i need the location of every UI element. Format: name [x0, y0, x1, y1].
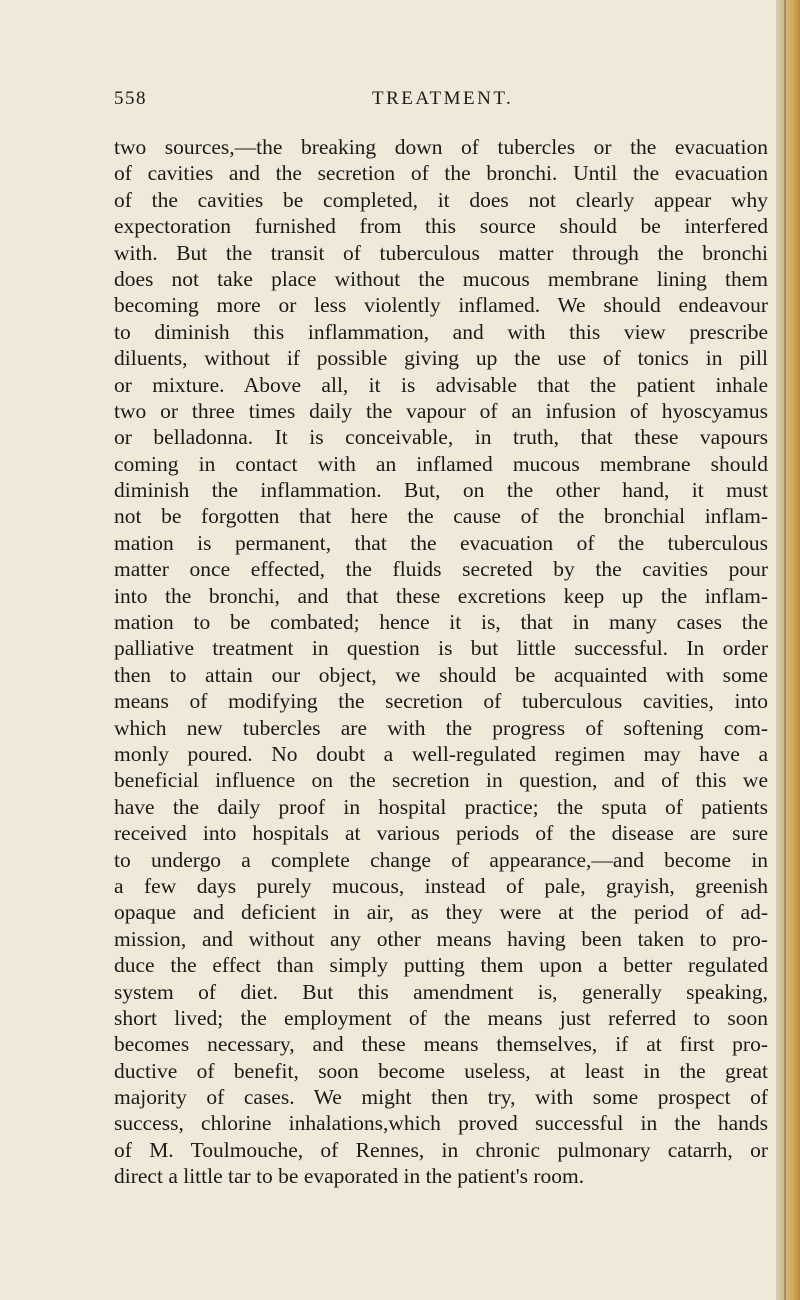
text-line: with. But the transit of tuberculous matter through the bronchi — [114, 240, 768, 265]
text-line: beneficial influence on the secretion in question, and of this we — [114, 768, 768, 793]
text-line: to diminish this inflammation, and with this view prescribe — [114, 319, 768, 344]
text-line: diminish the inflammation. But, on the other hand, it must — [114, 478, 768, 503]
text-line: system of diet. But this amendment is, generally speaking, — [114, 979, 768, 1004]
text-line: of the cavities be completed, it does not clearly appear why — [114, 187, 768, 212]
text-line: a few days purely mucous, instead of pale, grayish, greenish — [114, 873, 768, 898]
text-line: monly poured. No doubt a well-regulated regimen may have a — [114, 741, 768, 766]
text-line: means of modifying the secretion of tuberculous cavities, into — [114, 689, 768, 714]
text-line: not be forgotten that here the cause of the bronchial inflam- — [114, 504, 768, 529]
running-head — [114, 88, 764, 118]
text-line: short lived; the employment of the means just referred to soon — [114, 1005, 768, 1030]
body-text — [114, 134, 768, 1190]
running-title: TREATMENT. — [372, 88, 514, 109]
page-number: 558 — [114, 88, 147, 109]
text-line: then to attain our object, we should be acquainted with some — [114, 662, 768, 687]
text-line: of M. Toulmouche, of Rennes, in chronic pulmonary catarrh, or — [114, 1137, 768, 1162]
text-line: success, chlorine inhalations,which proved successful in the hands — [114, 1111, 768, 1136]
text-line: have the daily proof in hospital practice; the sputa of patients — [114, 794, 768, 819]
text-line: matter once effected, the fluids secreted by the cavities pour — [114, 557, 768, 582]
text-line: or belladonna. It is conceivable, in truth, that these vapours — [114, 425, 768, 450]
binding-line — [784, 0, 786, 1300]
text-line: mation is permanent, that the evacuation of the tuberculous — [114, 530, 768, 555]
text-line: to undergo a complete change of appearance,—and become in — [114, 847, 768, 872]
text-line: opaque and deficient in air, as they were at the period of ad- — [114, 900, 768, 925]
text-line: mission, and without any other means having been taken to pro- — [114, 926, 768, 951]
text-line: of cavities and the secretion of the bronchi. Until the evacuation — [114, 161, 768, 186]
text-line: or mixture. Above all, it is advisable that the patient inhale — [114, 372, 768, 397]
text-line: direct a little tar to be evaporated in the patient's room. — [114, 1164, 585, 1189]
text-line: into the bronchi, and that these excretions keep up the inflam- — [114, 583, 768, 608]
text-line: two or three times daily the vapour of an infusion of hyoscyamus — [114, 398, 768, 423]
text-line: received into hospitals at various periods of the disease are sure — [114, 821, 768, 846]
text-line: expectoration furnished from this source should be interfered — [114, 214, 768, 239]
text-line: palliative treatment in question is but little successful. In order — [114, 636, 768, 661]
text-line: coming in contact with an inflamed mucous membrane should — [114, 451, 768, 476]
text-line: mation to be combated; hence it is, that in many cases the — [114, 610, 768, 635]
text-line: two sources,—the breaking down of tubercles or the evacuation — [114, 135, 768, 159]
text-line: diluents, without if possible giving up the use of tonics in pill — [114, 346, 768, 371]
text-line: which new tubercles are with the progress of softening com- — [114, 715, 768, 740]
text-line: duce the effect than simply putting them upon a better regulated — [114, 953, 768, 978]
text-line: becomes necessary, and these means themselves, if at first pro- — [114, 1032, 768, 1057]
text-line: does not take place without the mucous membrane lining them — [114, 266, 768, 291]
page-edge-shadow — [776, 0, 800, 1300]
text-line: ductive of benefit, soon become useless, at least in the great — [114, 1058, 768, 1083]
text-line: majority of cases. We might then try, with some prospect of — [114, 1085, 768, 1110]
text-line: becoming more or less violently inflamed. We should endeavour — [114, 293, 768, 318]
